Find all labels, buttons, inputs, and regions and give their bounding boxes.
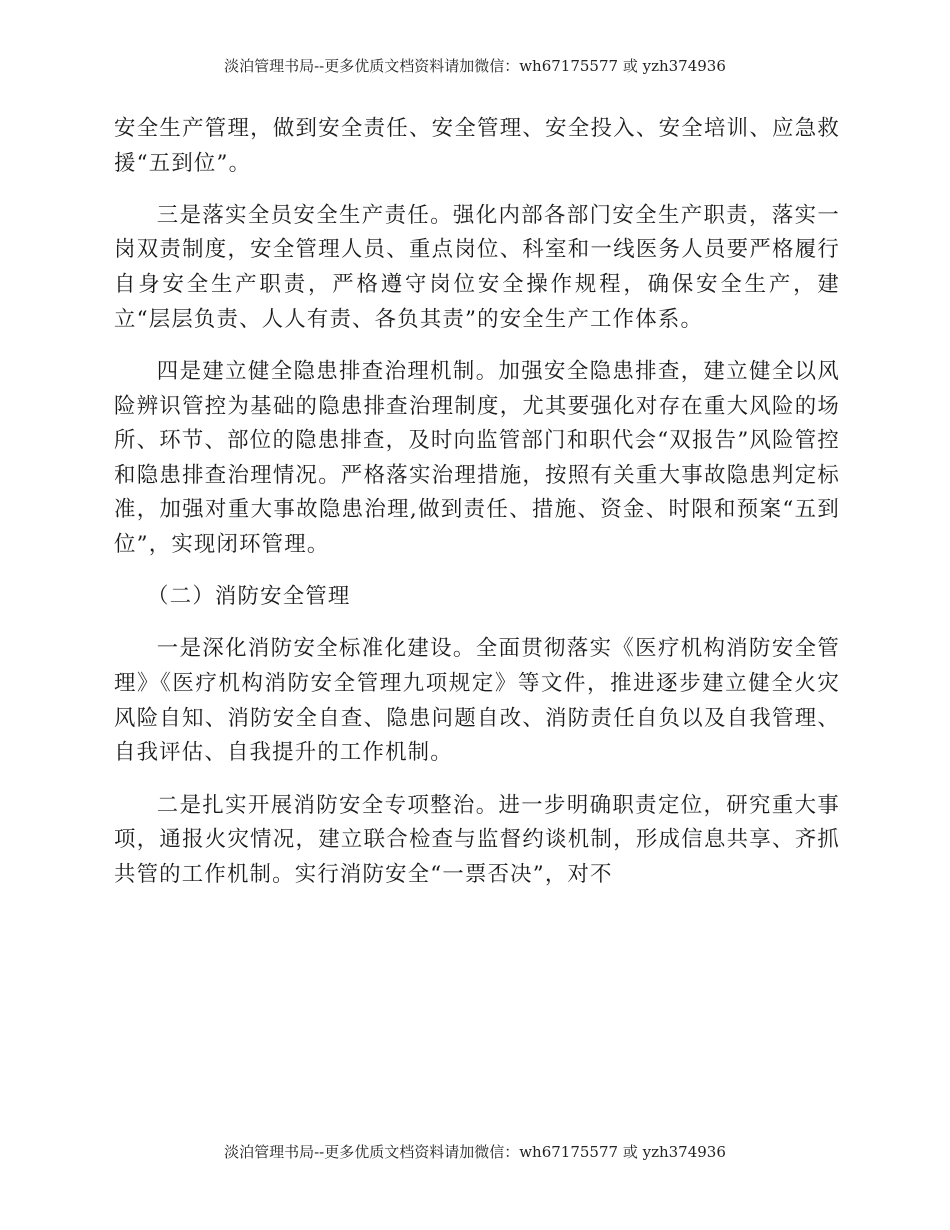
paragraph-continuation: 安全生产管理，做到安全责任、安全管理、安全投入、安全培训、应急救援“五到位”。 [114,116,840,176]
paragraph-item-three: 三是落实全员安全生产责任。强化内部各部门安全生产职责，落实一岗双责制度，安全管理人员、重点岗位、科室和一线医务人员要严格履行自身安全生产职责，严格遵守岗位安全操作规程，确保安全生产，建立“层层负责、人人有责、各负其责”的安全生产工作体系。 [114,202,840,332]
section-heading: （二）消防安全管理 [147,584,351,610]
page-footer-watermark: 淡泊管理书局--更多优质文档资料请加微信：wh67175577 或 yzh374936 [224,1143,726,1161]
paragraph-item-four: 四是建立健全隐患排查治理机制。加强安全隐患排查，建立健全以风险辨识管控为基础的隐患排查治理制度，尤其要强化对存在重大风险的场所、环节、部位的隐患排查，及时向监管部门和职代会“双报告”风险管控和隐患排查治理情况。严格落实治理措施，按照有关重大事故隐患判定标准，加强对重大事故隐患治理,做到责任、措施、资金、时限和预案“五到位”，实现闭环管理。 [114,358,840,557]
paragraph-fire-item-two: 二是扎实开展消防安全专项整治。进一步明确职责定位，研究重大事项，通报火灾情况，建立联合检查与监督约谈机制，形成信息共享、齐抓共管的工作机制。实行消防安全“一票否决”，对不 [114,792,840,887]
document-body [114,112,840,910]
paragraph-fire-item-one: 一是深化消防安全标准化建设。全面贯彻落实《医疗机构消防安全管理》《医疗机构消防安全管理九项规定》等文件，推进逐步建立健全火灾风险自知、消防安全自查、隐患问题自改、消防责任自负以及自我管理、自我评估、自我提升的工作机制。 [114,636,840,766]
page-header-watermark: 淡泊管理书局--更多优质文档资料请加微信：wh67175577 或 yzh374936 [224,57,726,75]
